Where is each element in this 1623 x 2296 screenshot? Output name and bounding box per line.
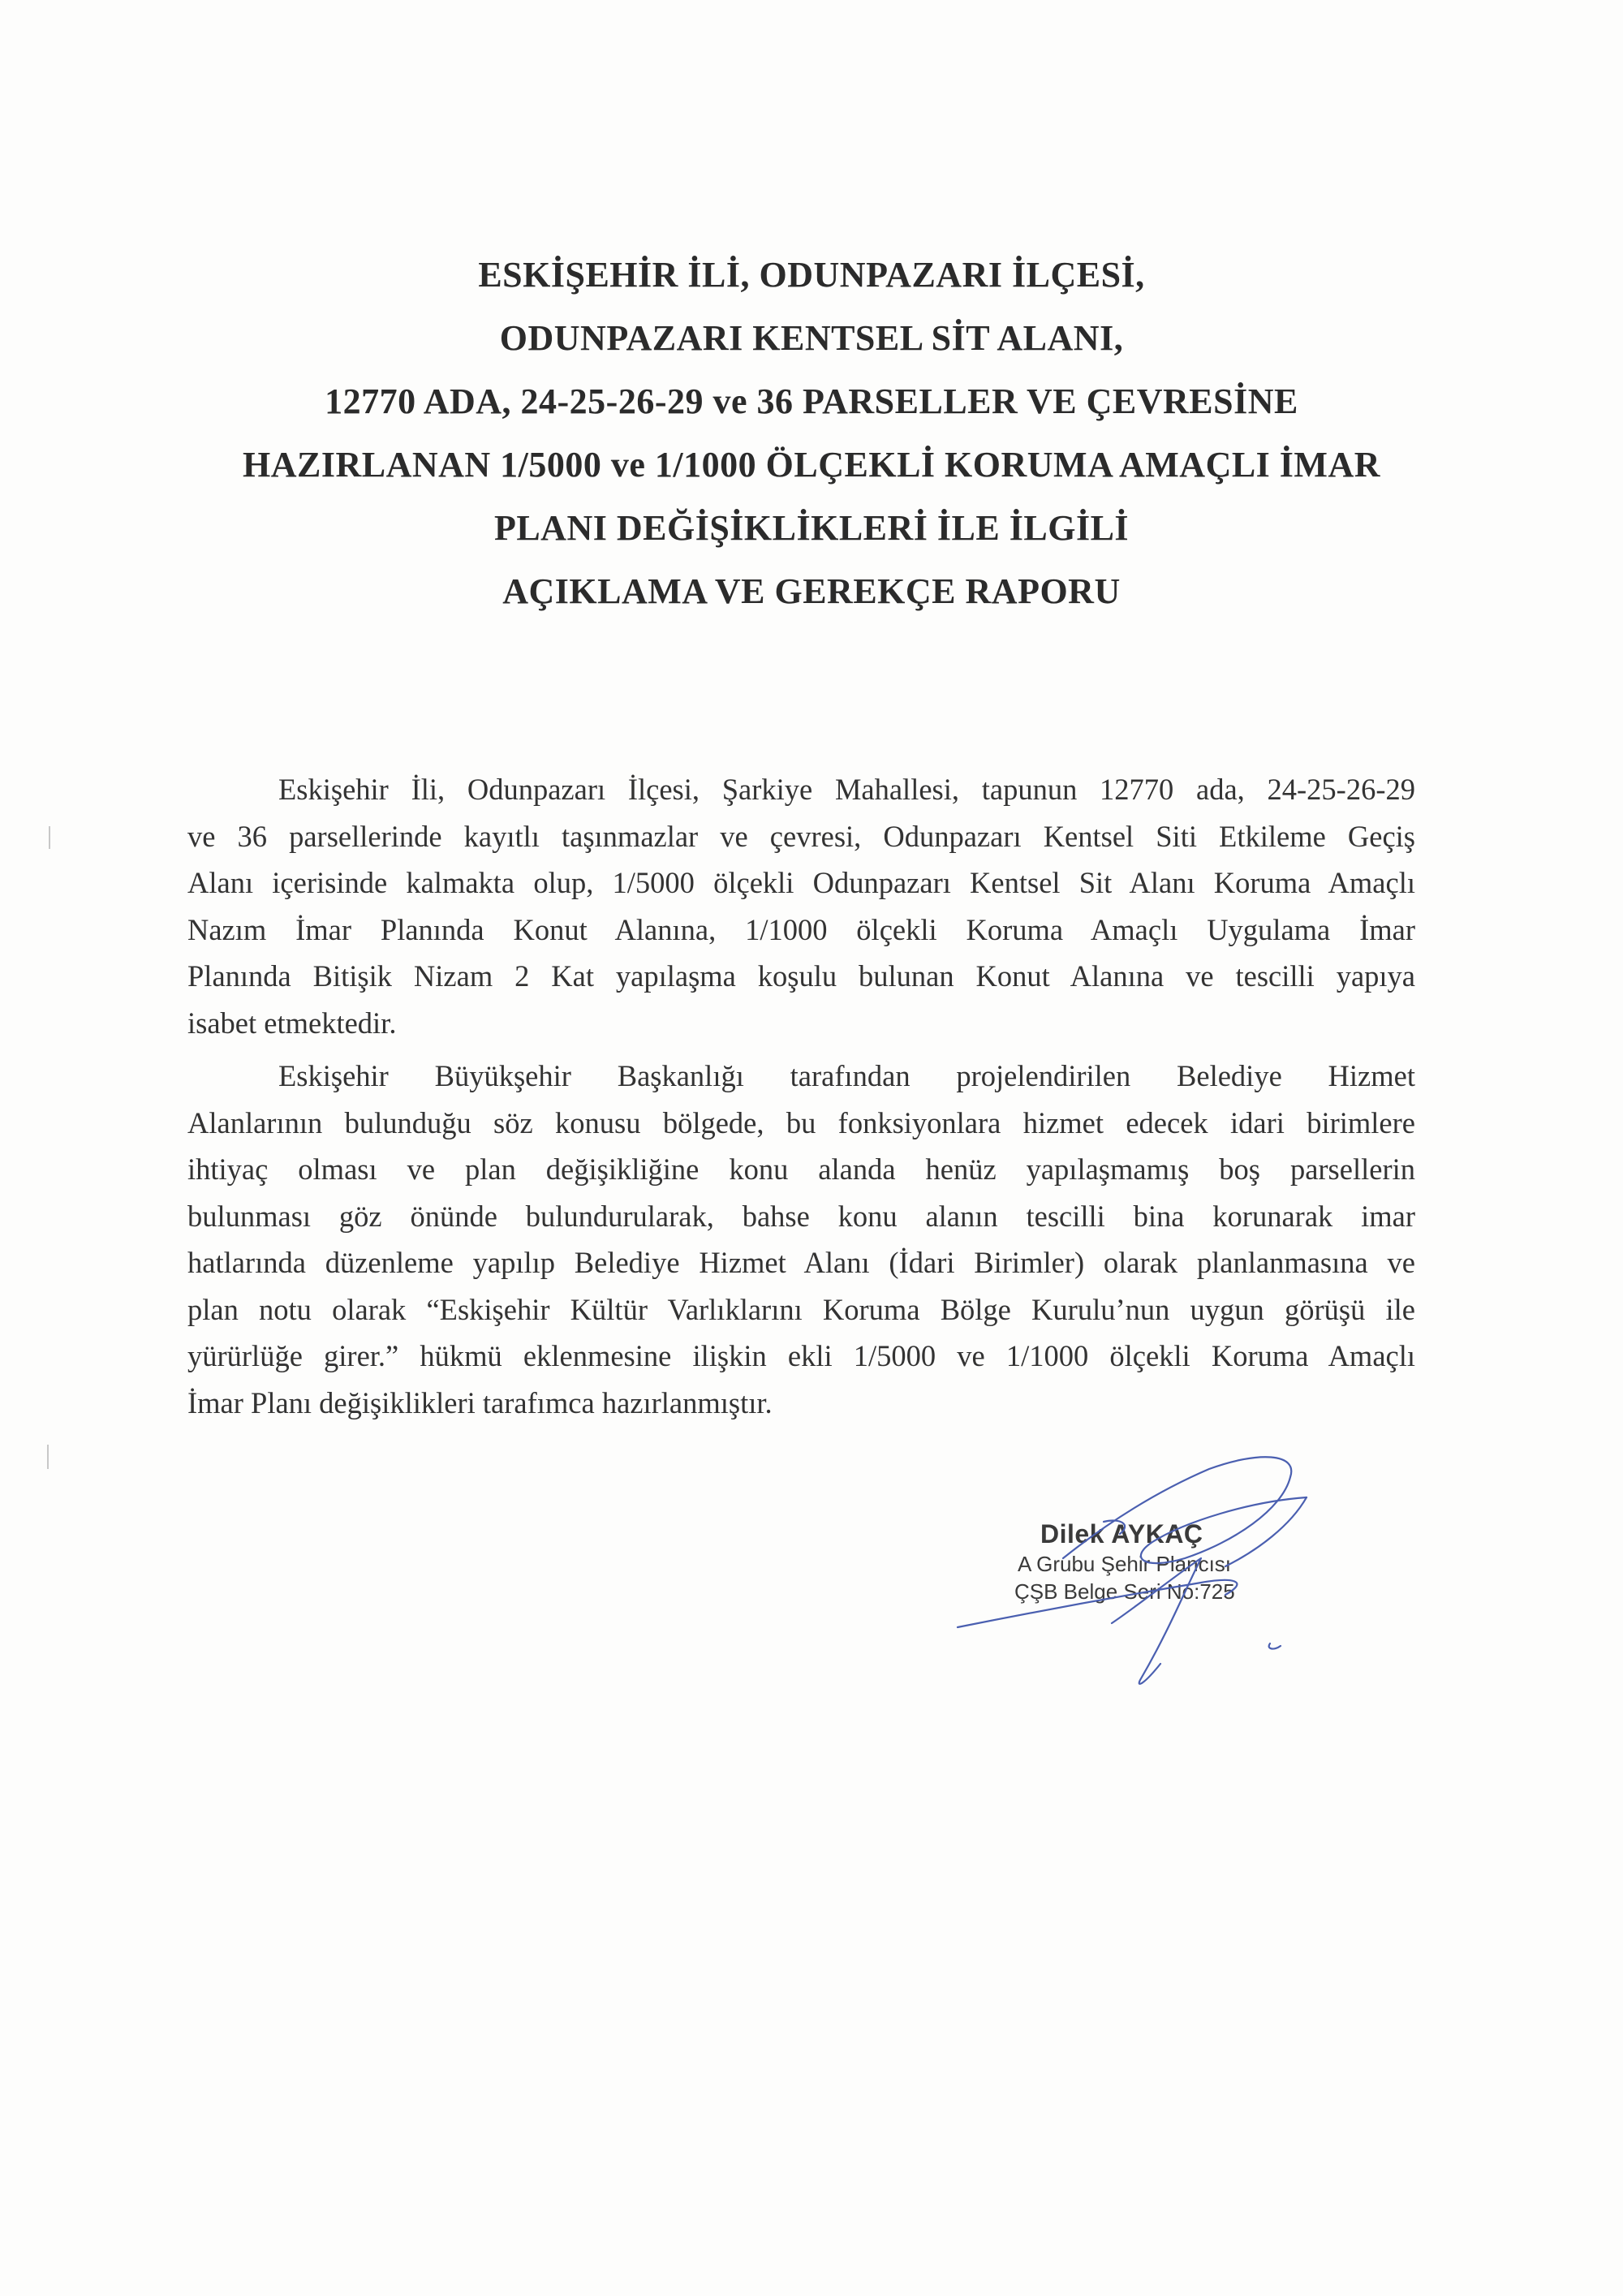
paragraph-line: Nazım İmar Planında Konut Alanına, 1/1000 ölçekli Koruma Amaçlı Uygulama İmar (187, 912, 1415, 946)
paragraph-line: Alanlarının bulunduğu söz konusu bölgede, bu fonksiyonlara hizmet edecek idari birimlere (187, 1105, 1415, 1139)
paragraph-line: ihtiyaç olması ve plan değişikliğine konu alanda henüz yapılaşmamış boş parsellerin (187, 1152, 1415, 1186)
title-line: ESKİŞEHİR İLİ, ODUNPAZARI İLÇESİ, (478, 255, 1145, 295)
title-line: ODUNPAZARI KENTSEL SİT ALANI, (499, 318, 1124, 358)
paragraph-line: hatlarında düzenleme yapılıp Belediye Hizmet Alanı (İdari Birimler) olarak planlanmasına ve (187, 1246, 1415, 1279)
title-line: HAZIRLANAN 1/5000 ve 1/1000 ÖLÇEKLİ KORUMA AMAÇLI İMAR (242, 445, 1381, 485)
signature-block (941, 1437, 1331, 1696)
paragraph-line: bulunması göz önünde bulundurularak, bahse konu alanın tescilli bina korunarak imar (187, 1199, 1415, 1233)
scan-mark (49, 826, 50, 849)
paragraph-line: Alanı içerisinde kalmakta olup, 1/5000 ölçekli Odunpazarı Kentsel Sit Alanı Koruma Amaçlı (187, 866, 1415, 899)
paragraph-location (187, 766, 1415, 1046)
paragraph-line: Eskişehir İli, Odunpazarı İlçesi, Şarkiye Mahallesi, tapunun 12770 ada, 24-25-26-29 (278, 773, 1415, 806)
paragraph-line: Planında Bitişik Nizam 2 Kat yapılaşma koşulu bulunan Konut Alanına ve tescilli yapıya (187, 959, 1415, 993)
scan-mark (47, 1445, 49, 1469)
title-line: PLANI DEĞİŞİKLİKLERİ İLE İLGİLİ (493, 508, 1130, 548)
document-title (0, 243, 1623, 623)
paragraph-line: yürürlüğe girer.” hükmü eklenmesine ilişkin ekli 1/5000 ve 1/1000 ölçekli Koruma Amaçlı (187, 1339, 1415, 1372)
paragraph-line: İmar Planı değişiklikleri tarafımca hazırlanmıştır. (187, 1385, 773, 1419)
stamp-serial: ÇŞB Belge Seri No:725 (1014, 1579, 1235, 1604)
paragraph-line: Eskişehir Büyükşehir Başkanlığı tarafından projelendirilen Belediye Hizmet (278, 1059, 1415, 1092)
stamp-name: Dilek AYKAÇ (1040, 1519, 1203, 1549)
title-line: AÇIKLAMA VE GEREKÇE RAPORU (502, 571, 1121, 611)
paragraph-line: plan notu olarak “Eskişehir Kültür Varlıklarını Koruma Bölge Kurulu’nun uygun görüşü ile (187, 1292, 1415, 1326)
paragraph-line: ve 36 parsellerinde kayıtlı taşınmazlar ve çevresi, Odunpazarı Kentsel Siti Etkileme Geçiş (187, 819, 1415, 853)
paragraph-justification (187, 1053, 1415, 1426)
stamp-title: A Grubu Şehir Plancısı (1018, 1552, 1232, 1576)
handwritten-signature (941, 1437, 1331, 1696)
title-line: 12770 ADA, 24-25-26-29 ve 36 PARSELLER VE ÇEVRESİNE (325, 381, 1298, 421)
paragraph-line: isabet etmektedir. (187, 1006, 397, 1040)
